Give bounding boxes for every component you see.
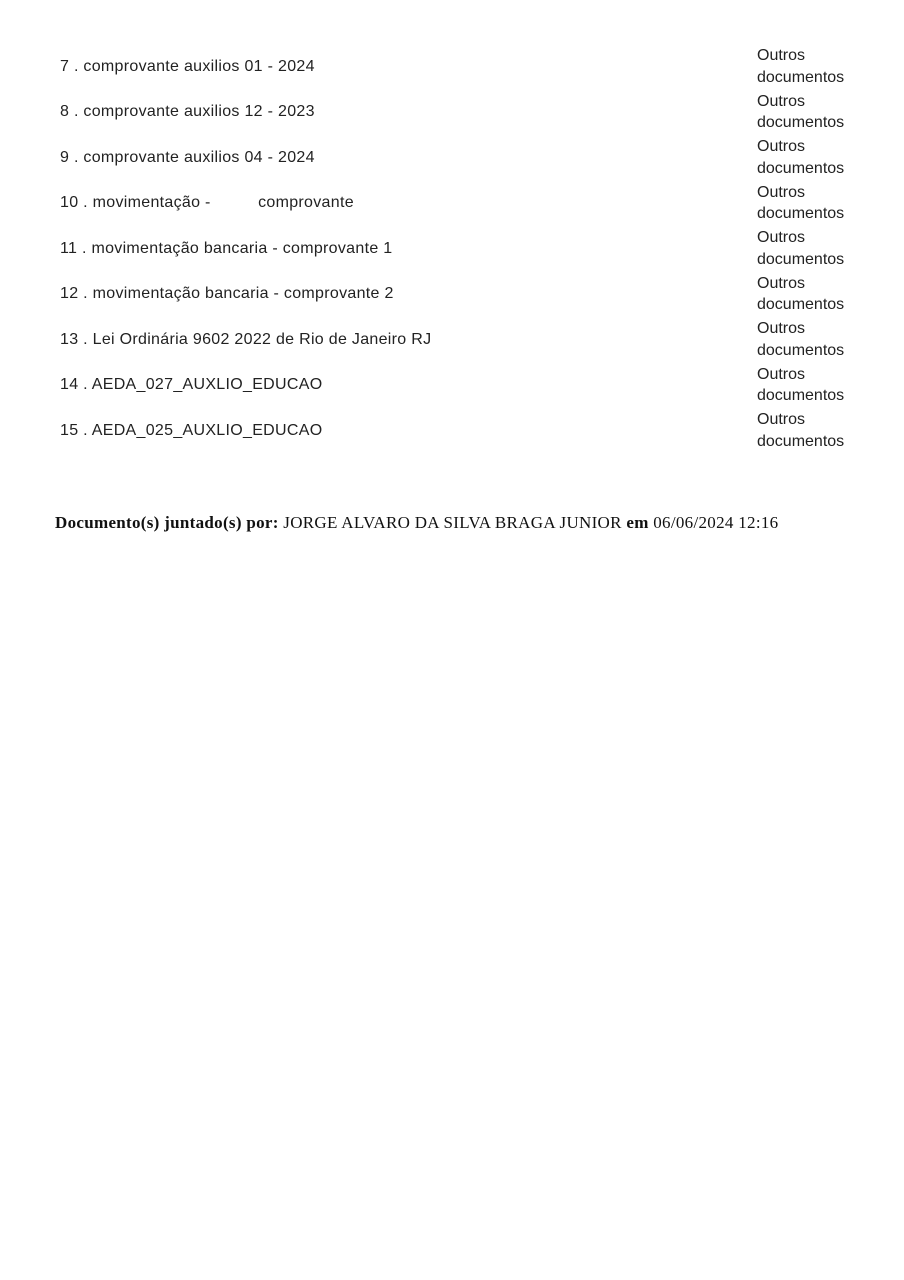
attachment-title: 9 . comprovante auxilios 04 - 2024 [60, 148, 315, 166]
attachment-row [60, 90, 857, 136]
attachment-title: 13 . Lei Ordinária 9602 2022 de Rio de Janeiro RJ [60, 330, 432, 348]
attachment-type-label: Outros documentos [757, 183, 845, 223]
attachment-type-label: Outros documentos [757, 320, 845, 359]
attachment-title: 7 . comprovante auxilios 01 - 2024 [60, 57, 315, 75]
attachment-row [60, 226, 857, 272]
attachment-title: 11 . movimentação bancaria - comprovante 1 [60, 239, 393, 257]
joined-by-label: Documento(s) juntado(s) por: [55, 513, 279, 532]
attachment-type-label: Outros documentos [757, 138, 845, 177]
attachment-row [60, 44, 857, 90]
attachment-row [60, 317, 857, 363]
attachment-type-label: Outros documentos [757, 47, 845, 86]
attachment-row [60, 408, 857, 454]
attachment-type-label: Outros documentos [757, 411, 845, 450]
attachment-row [60, 363, 857, 409]
attachment-title: 10 . movimentação - comprovante [60, 194, 354, 212]
joined-by-name: JORGE ALVARO DA SILVA BRAGA JUNIOR [283, 513, 622, 532]
attachment-type-label: Outros documentos [757, 365, 845, 405]
attachment-row [60, 181, 857, 227]
attachment-row [60, 135, 857, 181]
attachment-title: 15 . AEDA_025_AUXLIO_EDUCAO [60, 421, 323, 439]
attachment-type-label: Outros documentos [757, 274, 845, 314]
joined-by-em-label: em [626, 513, 649, 532]
attachment-title: 14 . AEDA_027_AUXLIO_EDUCAO [60, 376, 323, 394]
attachment-title: 12 . movimentação bancaria - comprovante 2 [60, 285, 394, 303]
joined-by-timestamp: 06/06/2024 12:16 [653, 513, 779, 532]
attachment-type-label: Outros documentos [757, 92, 845, 132]
attachment-list [60, 44, 857, 454]
joined-by-line [55, 511, 778, 535]
attachment-type-label: Outros documentos [757, 229, 845, 268]
attachment-title: 8 . comprovante auxilios 12 - 2023 [60, 103, 315, 121]
attachment-row [60, 272, 857, 318]
